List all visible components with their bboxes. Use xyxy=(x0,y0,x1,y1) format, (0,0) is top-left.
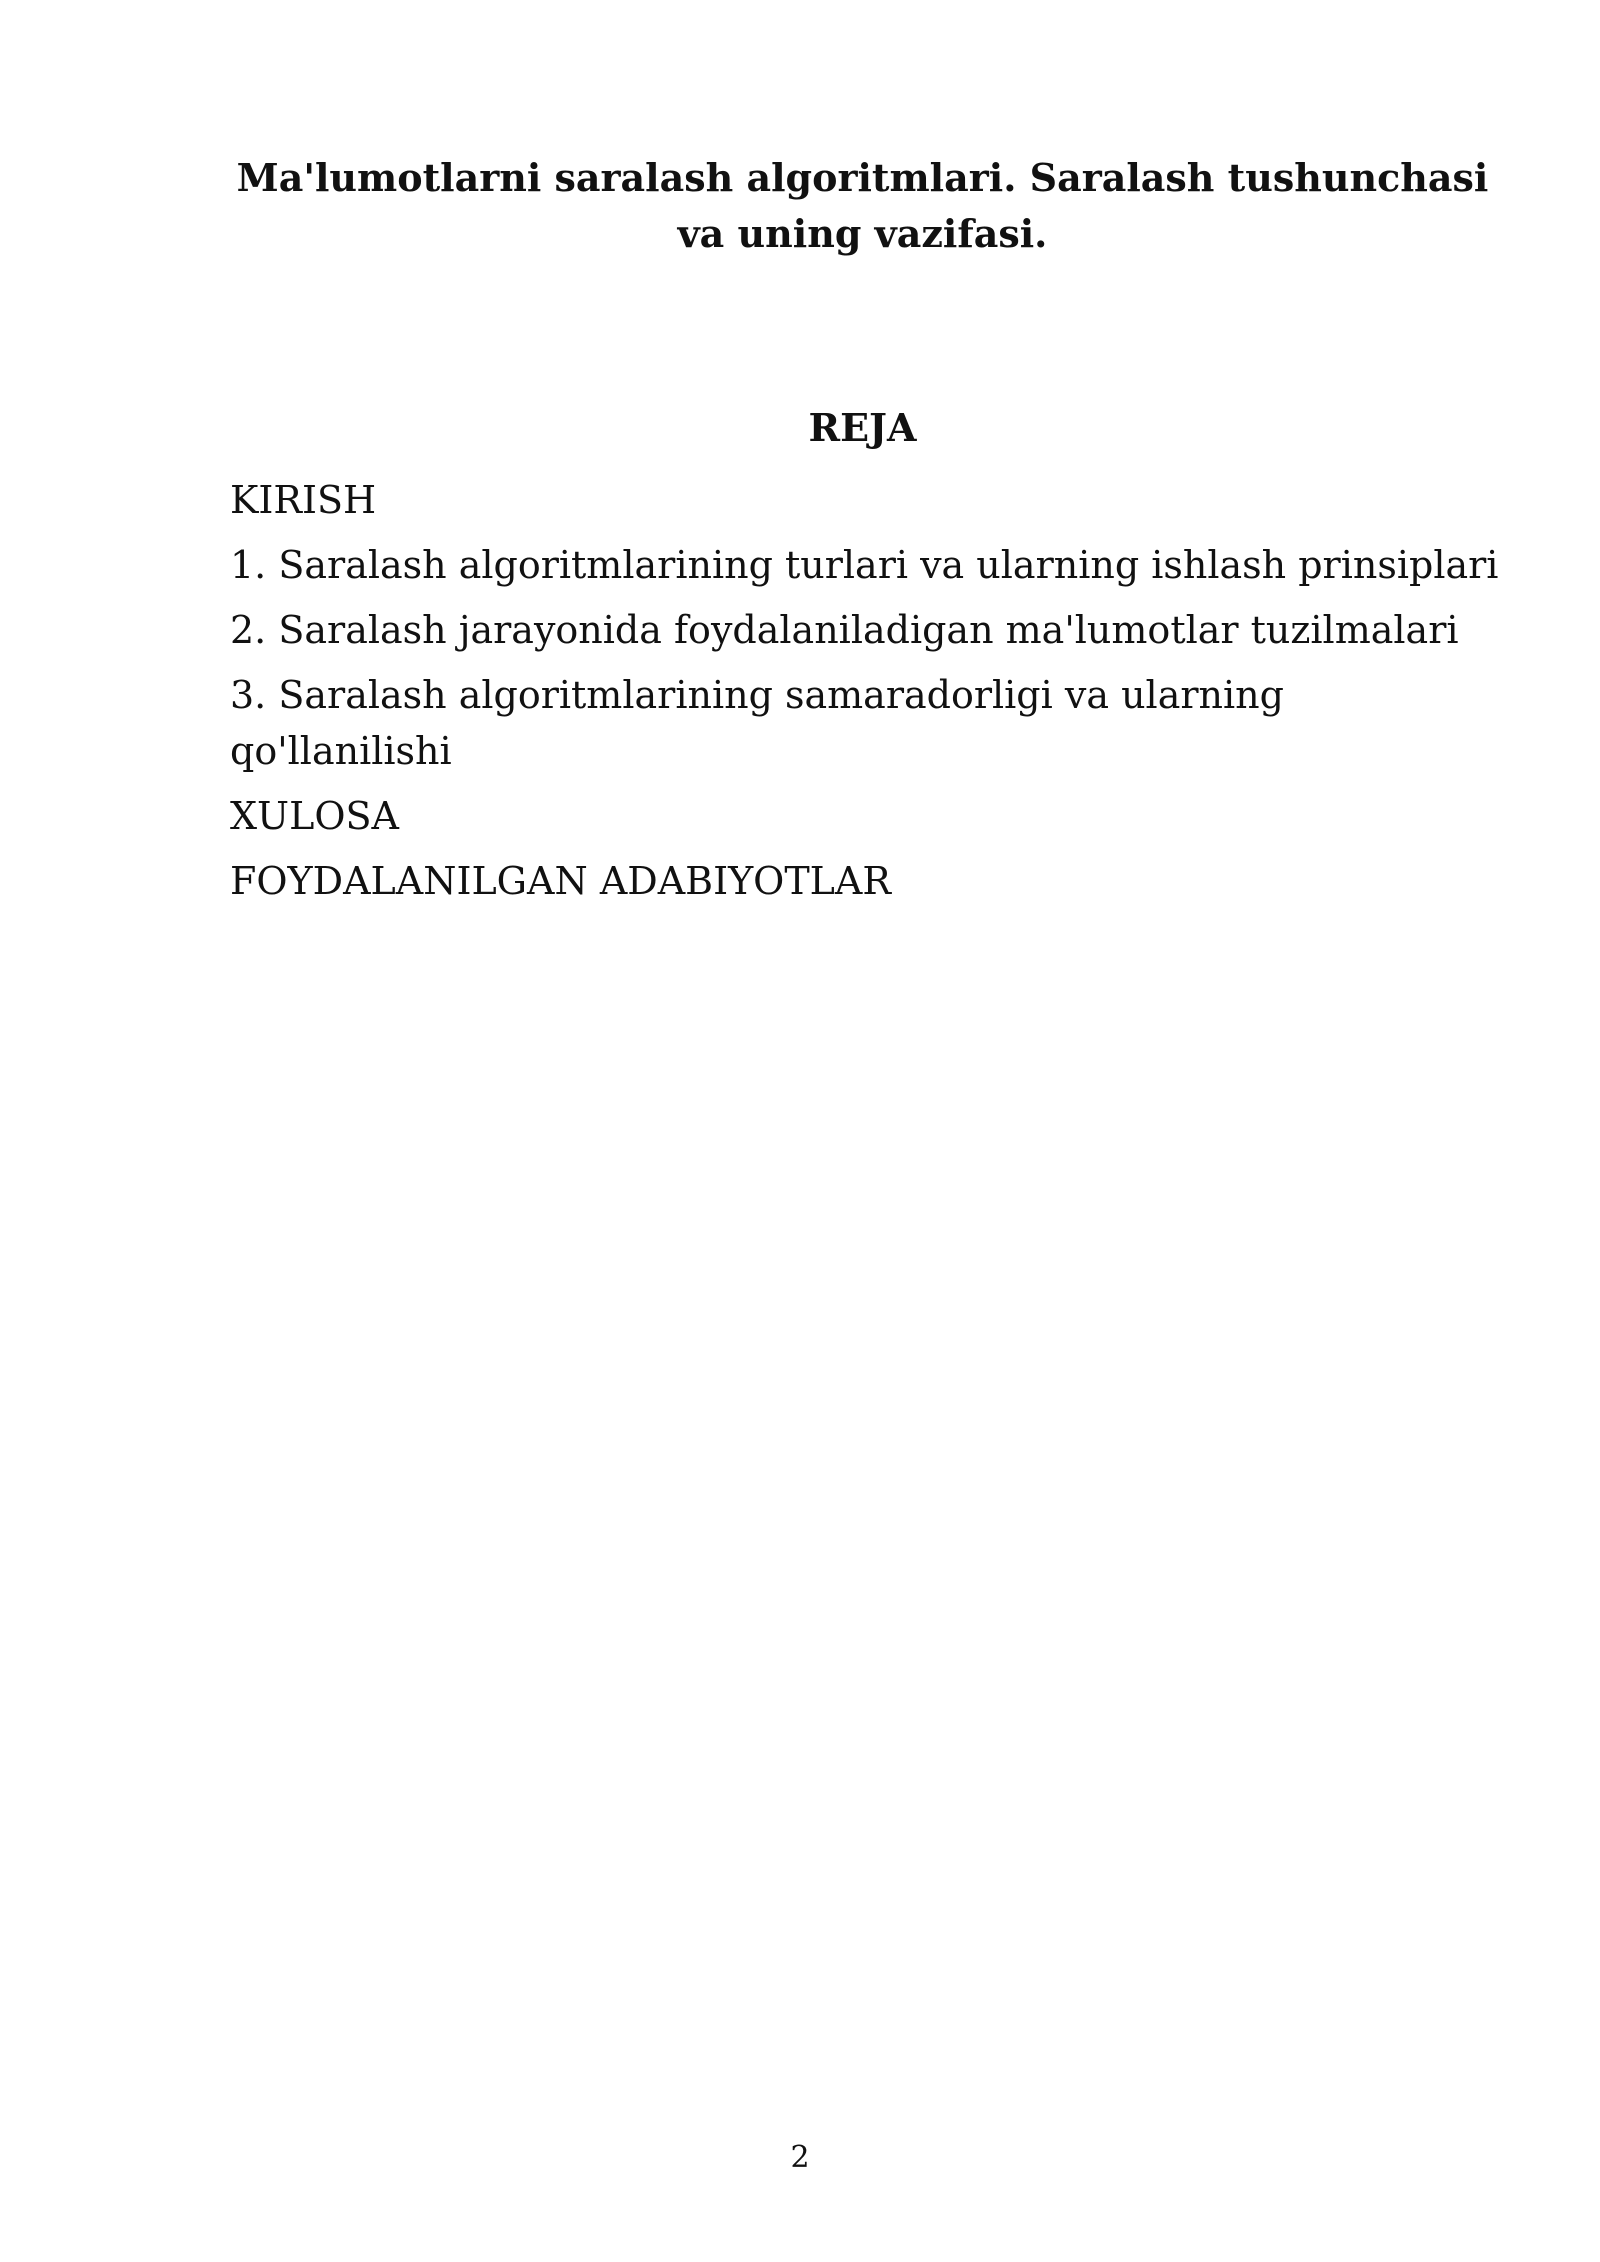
document-title-line-2: va uning vazifasi. xyxy=(677,211,1048,256)
plan-item-1: 1. Saralash algoritmlarining turlari va ularning ishlash prinsiplari xyxy=(230,543,1499,587)
page-number: 2 xyxy=(790,2140,810,2175)
document-title-line-1: Ma'lumotlarni saralash algoritmlari. Saralash tushunchasi xyxy=(236,155,1489,200)
plan-item-introduction: KIRISH xyxy=(230,478,377,522)
document-title xyxy=(200,150,1525,262)
plan-heading: REJA xyxy=(808,405,917,450)
plan-item-conclusion: XULOSA xyxy=(230,794,399,838)
plan-item-3: 3. Saralash algoritmlarining samaradorligi va ularning qo'llanilishi xyxy=(230,673,1284,773)
plan-item-references: FOYDALANILGAN ADABIYOTLAR xyxy=(230,859,891,903)
plan-list xyxy=(230,472,1530,918)
plan-item-2: 2. Saralash jarayonida foydalaniladigan ma'lumotlar tuzilmalari xyxy=(230,608,1459,652)
